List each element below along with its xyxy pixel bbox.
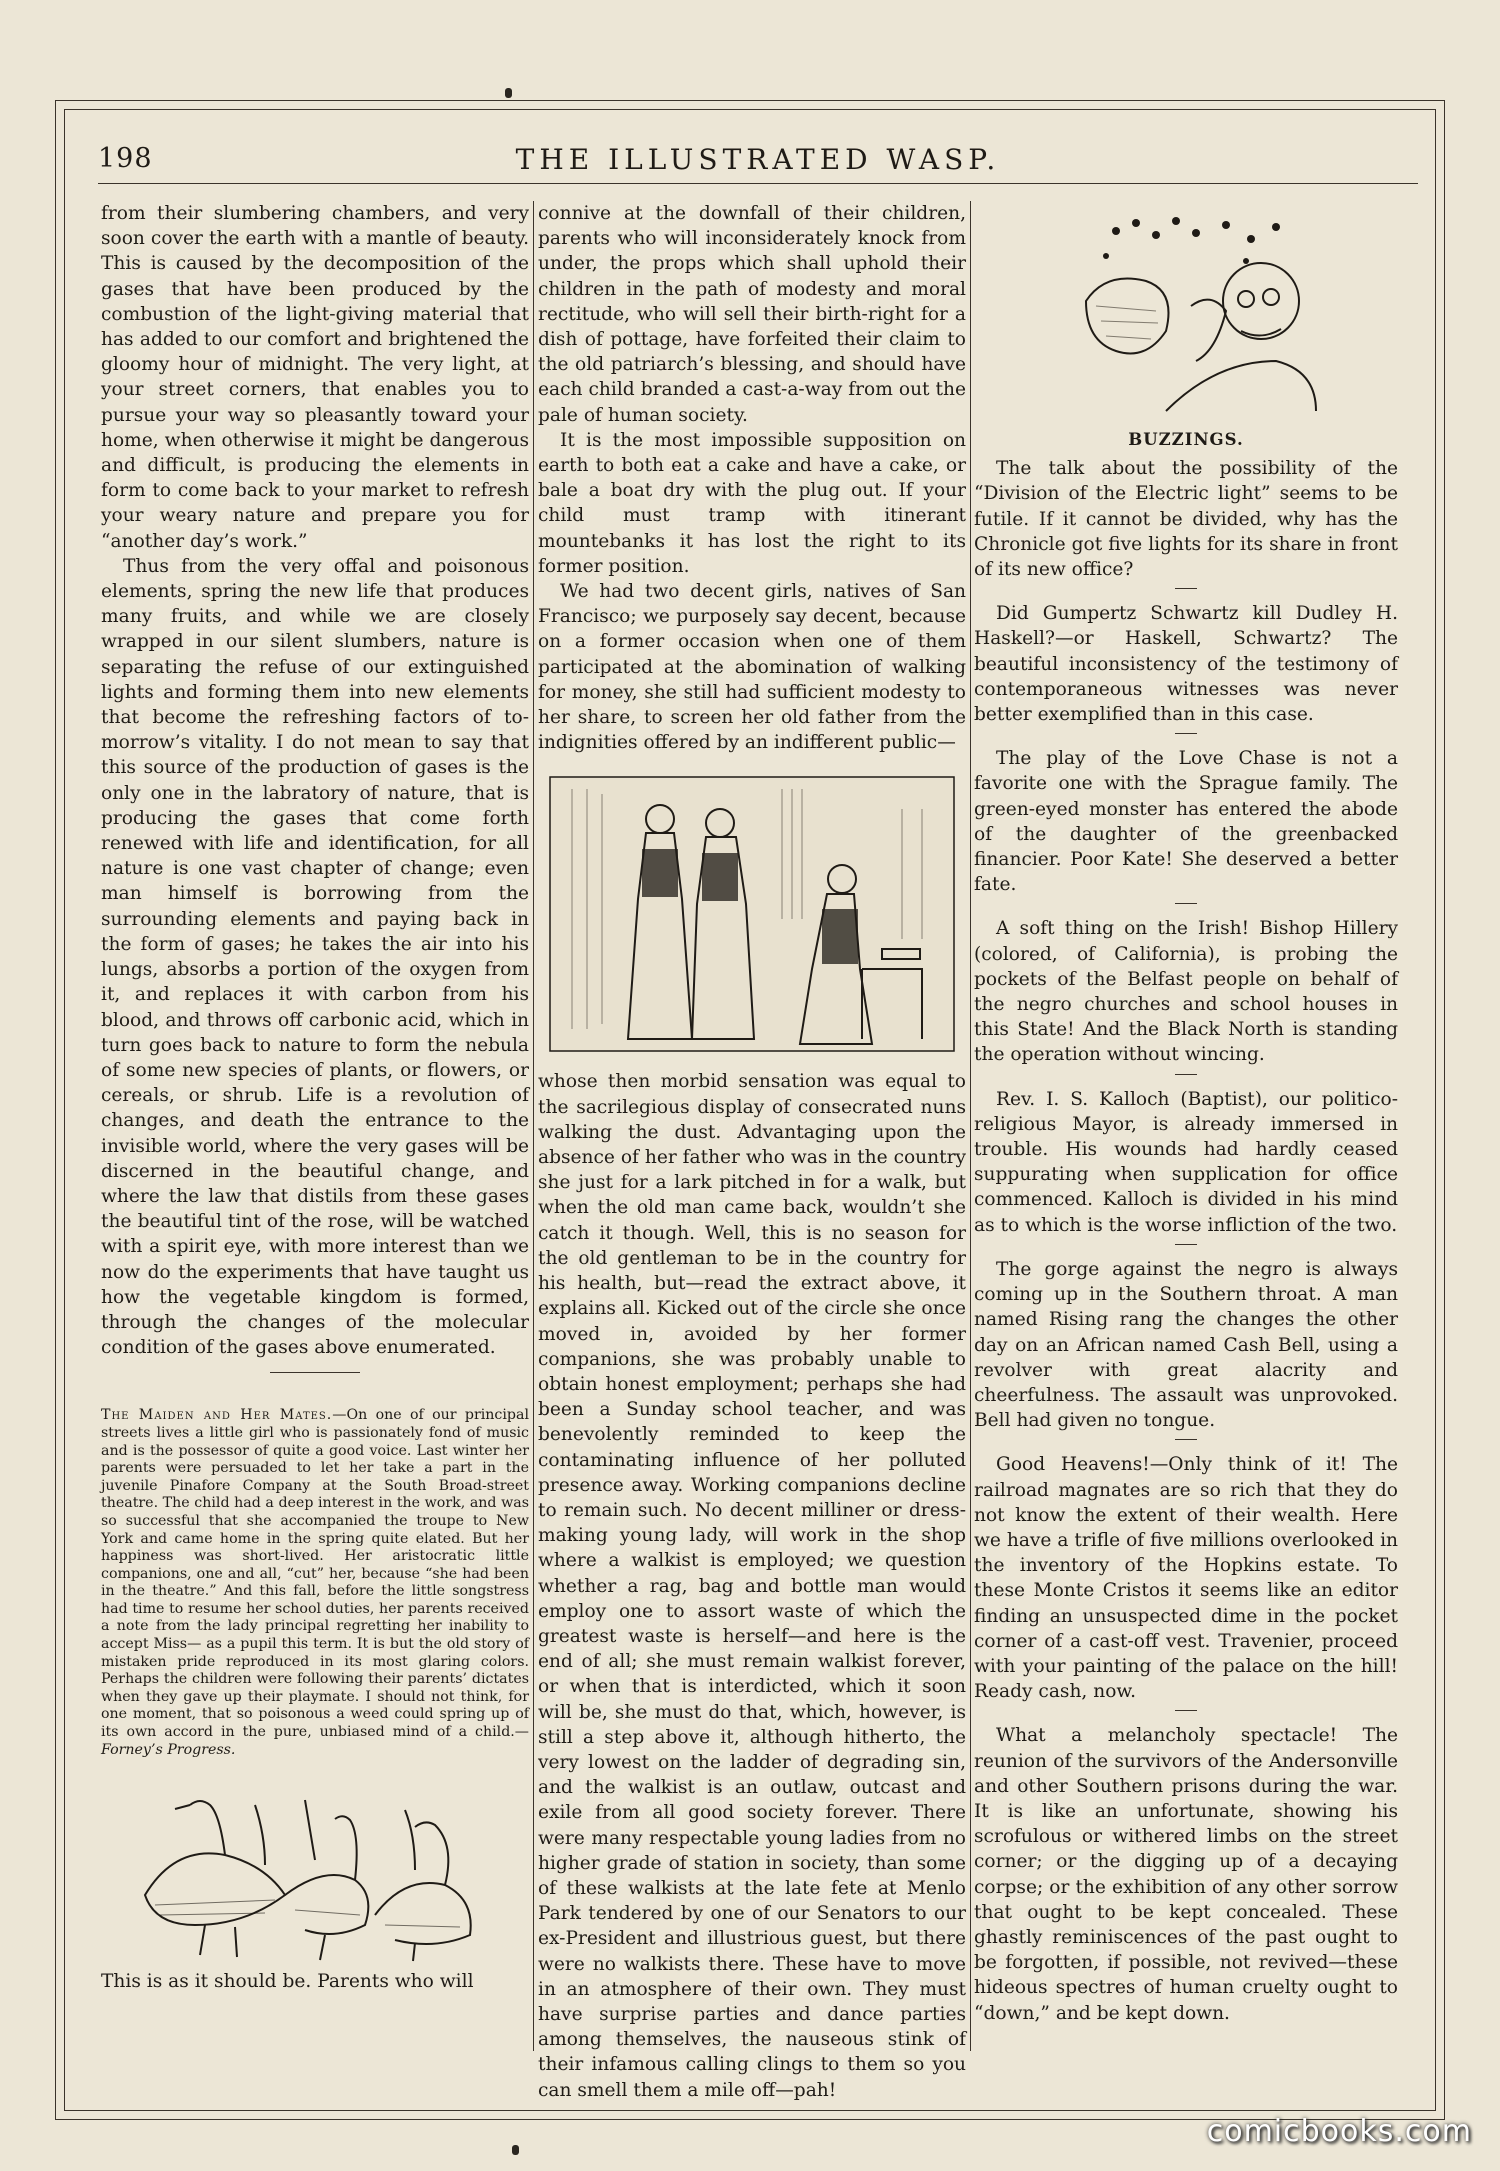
closing-line: This is as it should be. Parents who will: [101, 1971, 474, 1993]
maiden-item-body: —On one of our principal streets lives a little girl who is passionately fond of music and is the possessor of quite a good voice. Last winter her parents were persuaded to let her take a part in the juvenile Pinafore Company at the South Broad-street theatre. The child had a deep interest in the work, and was so successful that she accompanied the troupe to New York and came home in the spring quite elated. But her happiness was short-lived. Her aristocratic little companions, one and all, “cut” her, because “she had been in the theatre.” And this fall, before the little songstress had time to resume her school duties, her parents received a note from the lady principal regretting her inability to accept Miss— as a pupil this term. It is but the old story of mistaken pride reproduced in its most glaring colors. Perhaps the children were following their parents’ dictates when they gave up their playmate. I should not think, for one moment, that so poisonous a weed could spring up of its own accord in the pure, unbiased mind of a child.—: [101, 1407, 529, 1741]
column-divider-1: [533, 201, 534, 2051]
article-paragraph: from their slumbering chambers, and very soon cover the earth with a mantle of beauty. This is caused by the decomposition of the gases that have been produced by the combustion of the light-giving material that has added to our comfort and brightened the gloomy hour of midnight. The very light, at your street corners, that enables you to pursue your way so pleasantly toward your home, when otherwise it might be dangerous and difficult, is producing the elements in form to come back to your market to refresh your weary nature and prepare you for “another day’s work.”: [101, 203, 529, 552]
maiden-item-source: Forney’s Progress.: [101, 1741, 236, 1758]
item-separator: [1175, 1074, 1197, 1075]
column-divider-2: [970, 201, 971, 2051]
article-paragraph: Thus from the very offal and poisonous elements, spring the new life that produces many fruits, and while we are closely wrapped in our silent slumbers, nature is separating the refuse of our extinguished lights and forming them into new elements that become the refreshing factors of to-morrow’s vitality. I do not mean to say that this source of the production of gases is the only one in the labratory of nature, that is producing the gases that come forth renewed with life and identification, for all nature is one vast chapter of change; even man himself is borrowing from the surrounding elements and paying back in the form of gases; he takes the air into his lungs, absorbs a portion of the oxygen from it, and replaces it with carbon from his blood, and throws off carbonic acid, which in turn goes back to nature to form the nebula of some new species of plants, or flowers, or cereals, or shrub. Life is a revolution of changes, and death the entrance to the invisible world, where the very gases will be discerned in the beautiful change, and where the law that distils from these gases the beautiful tint of the rose, will be watched with a spirit eye, with more interest than we now do the experiments that have taught us how the vegetable kingdom is formed, through the changes of the molecular condition of the gases above enumerated.: [101, 555, 529, 1359]
masthead-title: THE ILLUSTRATED WASP.: [515, 143, 1001, 176]
buzzing-item: Rev. I. S. Kalloch (Baptist), our politico-religious Mayor, is already immersed in trouble. His wounds had hardly ceased suppurating when supplication for office commenced. Kalloch is divided in his mind as to which is the worse infliction of the two.: [974, 1088, 1398, 1236]
buzzing-item: The gorge against the negro is always coming up in the Southern throat. A man named Rising rang the changes the other day on an African named Cash Bell, using a revolver with great alacrity and cheerfulness. The assault was unprovoked. Bell had given no tongue.: [974, 1258, 1398, 1432]
scan-speck: [505, 88, 512, 98]
buzzing-item: A soft thing on the Irish! Bishop Hillery (colored, of California), is probing the pockets of the Belfast people on behalf of the negro churches and school houses in this State! And the Black North is standing the operation without wincing.: [974, 918, 1398, 1066]
article-paragraph: connive at the downfall of their children, parents who will inconsiderately knock from under, the props which shall uphold their children in the path of modesty and moral rectitude, who will sell their birth-right for a dish of pottage, have forfeited their claim to the old patriarch’s blessing, and should have each child branded a cast-a-way from out the pale of human society.: [538, 203, 966, 426]
article-paragraph: whose then morbid sensation was equal to the sacrilegious display of consecrated nuns walking the dust. Advantaging upon the absence of her father who was in the country she just for a lark pitched in for a walk, but when the old man came back, wouldn’t she catch it though. Well, this is no season for the old gentleman to be in the country for his health, but—read the extract above, it explains all. Kicked out of the circle she once moved in, avoided by her former companions, she was probably unable to obtain honest employment; perhaps she had been a Sunday school teacher, and was benevolently reminded to keep the contaminating influence of her polluted presence away. Working companions decline to remain such. No decent milliner or dress-making young lady, will work in the shop where a walkist is employed; we question whether a rag, bag and bottle man would employ one to assort waste of which the greatest waste is herself—and here is the end of all; she must remain walkist forever, or when that is interdicted, which it soon will be, she must do that, which, however, is still a step above it, although hitherto, the very lowest on the ladder of degrading sin, and the walkist is an outlaw, outcast and exile from all good society forever. There were many respectable young ladies from no higher grade of station in society, than some of these walkists at the late fete at Menlo Park tendered by one of our Senators to our ex-President and illustrious guest, but there were no walkists there. These have to move in an atmosphere of their own. They must have surprise parties and dance parties among themselves, the nauseous stink of their infamous calling clings to them so you can smell them a mile off—pah!: [538, 1071, 966, 2101]
article-end-rule: [270, 1372, 360, 1373]
maiden-item: [101, 1407, 529, 1759]
item-separator: [1175, 1710, 1197, 1711]
buzzing-item: Did Gumpertz Schwartz kill Dudley H. Haskell?—or Haskell, Schwartz? The beautiful inconsistency of the testimony of contemporaneous witnesses was never better exemplified than in this case.: [974, 603, 1398, 726]
item-separator: [1175, 733, 1197, 734]
watermark: comicbooks.com: [1206, 2114, 1472, 2149]
buzzing-item: The talk about the possibility of the “Division of the Electric light” seems to be futile. If it cannot be divided, why has the Chronicle got five lights for its share in front of its new office?: [974, 458, 1398, 581]
page-number: 198: [98, 143, 153, 174]
page-header: [98, 133, 1418, 184]
item-separator: [1175, 588, 1197, 589]
bees-cartoon-illustration: [1046, 211, 1326, 421]
column-1: [101, 201, 529, 1994]
buzzing-item: Good Heavens!—Only think of it! The railroad magnates are so rich that they do not know the extent of their wealth. Here we have a trifle of five millions overlooked in the inventory of the Hopkins estate. To these Monte Cristos it seems like an editor finding an unsuspected dime in the pocket corner of a cast-off vest. Travenier, proceed with your painting of the palace on the hill! Ready cash, now.: [974, 1454, 1398, 1703]
scan-speck: [512, 2145, 519, 2155]
item-separator: [1175, 903, 1197, 904]
buzzing-item: The play of the Love Chase is not a favorite one with the Sprague family. The green-eyed monster has entered the abode of the daughter of the greenbacked financier. Poor Kate! She deserved a better fate.: [974, 748, 1398, 896]
item-separator: [1175, 1439, 1197, 1440]
section-heading: BUZZINGS.: [1128, 430, 1244, 449]
column-2: [538, 201, 966, 2103]
article-paragraph: We had two decent girls, natives of San Francisco; we purposely say decent, because on a former occasion when one of them participated at the abomination of walking for money, she still had sufficient modesty to her share, to screen her old father from the indignities offered by an indifferent public—: [538, 581, 966, 754]
maiden-item-title: The Maiden and Her Mates.: [101, 1407, 333, 1424]
article-paragraph: It is the most impossible supposition on earth to both eat a cake and have a cake, or bale a boat dry with the plug out. If your child must tramp with itinerant mountebanks it has lost the right to its former position.: [538, 429, 966, 577]
item-separator: [1175, 1244, 1197, 1245]
geese-illustration: [115, 1775, 515, 1965]
column-3: [974, 201, 1398, 2026]
page-frame: [55, 100, 1445, 2120]
buzzing-item: What a melancholy spectacle! The reunion of the survivors of the Andersonville and other Southern prisons during the war. It is like an unfortunate, showing his scrofulous or withered limbs on the street corner; or the digging up of a decaying corpse; or the exhibition of any other sorrow that ought to be kept concealed. These ghastly reminiscences of the past ought to be forgotten, if possible, not revived—these hideous spectres of human cruelty ought to “down,” and be kept down.: [974, 1725, 1398, 2024]
three-women-illustration: [542, 769, 962, 1059]
